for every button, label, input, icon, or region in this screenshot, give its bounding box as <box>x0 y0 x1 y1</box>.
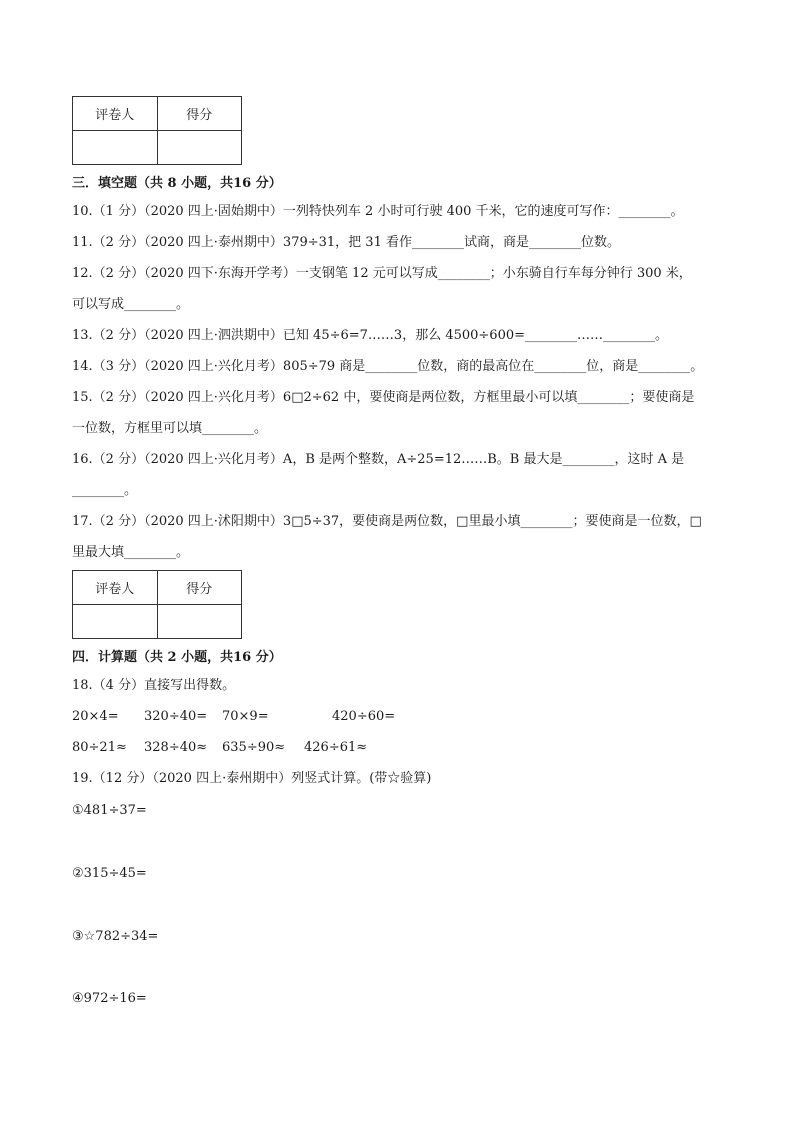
question-12-line-1: 12.（2 分）（2020 四下·东海开学考）一支钢笔 12 元可以写成________；小东骑自行车每分钟行 300 米， <box>72 266 692 281</box>
question-17-line-1: 17.（2 分）（2020 四上·沭阳期中）3□5÷37，要使商是两位数，□里最小填________；要使商是一位数，□ <box>72 514 702 529</box>
score-table <box>72 96 242 165</box>
question-14: 14.（3 分）（2020 四上·兴化月考）805÷79 商是________位数，商的最高位在________位，商是________。 <box>72 359 704 374</box>
section-3-heading: 三．填空题（共 8 小题，共16 分） <box>72 176 282 191</box>
question-18: 18.（4 分）直接写出得数。 <box>72 678 236 693</box>
calc-item: 320÷40= <box>144 709 208 724</box>
grader-cell[interactable] <box>73 131 158 165</box>
question-19: 19.（12 分）（2020 四上·泰州期中）列竖式计算。(带☆验算) <box>72 771 432 786</box>
grader-header: 评卷人 <box>73 571 158 605</box>
question-17-line-2: 里最大填________。 <box>72 545 190 560</box>
calc-item: 20×4= <box>72 709 119 724</box>
question-16-line-2: ________。 <box>72 483 138 498</box>
vertical-calc-item-3: ③☆782÷34= <box>72 929 159 944</box>
question-15-line-2: 一位数，方框里可以填________。 <box>72 421 268 436</box>
grader-cell[interactable] <box>73 605 158 639</box>
question-16-line-1: 16.（2 分）（2020 四上·兴化月考）A，B 是两个整数，A÷25=12……B。B 最大是________，这时 A 是 <box>72 452 685 467</box>
calc-item: 420÷60= <box>332 709 396 724</box>
question-13: 13.（2 分）（2020 四上·泗洪期中）已知 45÷6=7……3，那么 4500÷600=________……________。 <box>72 328 669 343</box>
calc-item: 80÷21≈ <box>72 740 127 755</box>
question-10: 10.（1 分）（2020 四上·固始期中）一列特快列车 2 小时可行驶 400 千米，它的速度可写作：________。 <box>72 204 684 219</box>
section-4-heading: 四．计算题（共 2 小题，共16 分） <box>72 650 282 665</box>
grader-header: 评卷人 <box>73 97 158 131</box>
score-header: 得分 <box>157 97 242 131</box>
question-11: 11.（2 分）（2020 四上·泰州期中）379÷31，把 31 看作________试商，商是________位数。 <box>72 235 620 250</box>
vertical-calc-item-1: ①481÷37= <box>72 803 147 818</box>
question-15-line-1: 15.（2 分）（2020 四上·兴化月考）6□2÷62 中，要使商是两位数，方框里最小可以填________；要使商是 <box>72 390 695 405</box>
score-cell[interactable] <box>157 131 242 165</box>
question-12-line-2: 可以写成________。 <box>72 297 190 312</box>
vertical-calc-item-2: ②315÷45= <box>72 866 147 881</box>
calc-item: 426÷61≈ <box>304 740 368 755</box>
calc-item: 635÷90≈ <box>222 740 286 755</box>
calc-item: 328÷40≈ <box>144 740 208 755</box>
calc-item: 70×9= <box>222 709 269 724</box>
score-table <box>72 570 242 639</box>
score-cell[interactable] <box>157 605 242 639</box>
score-header: 得分 <box>157 571 242 605</box>
vertical-calc-item-4: ④972÷16= <box>72 991 147 1006</box>
